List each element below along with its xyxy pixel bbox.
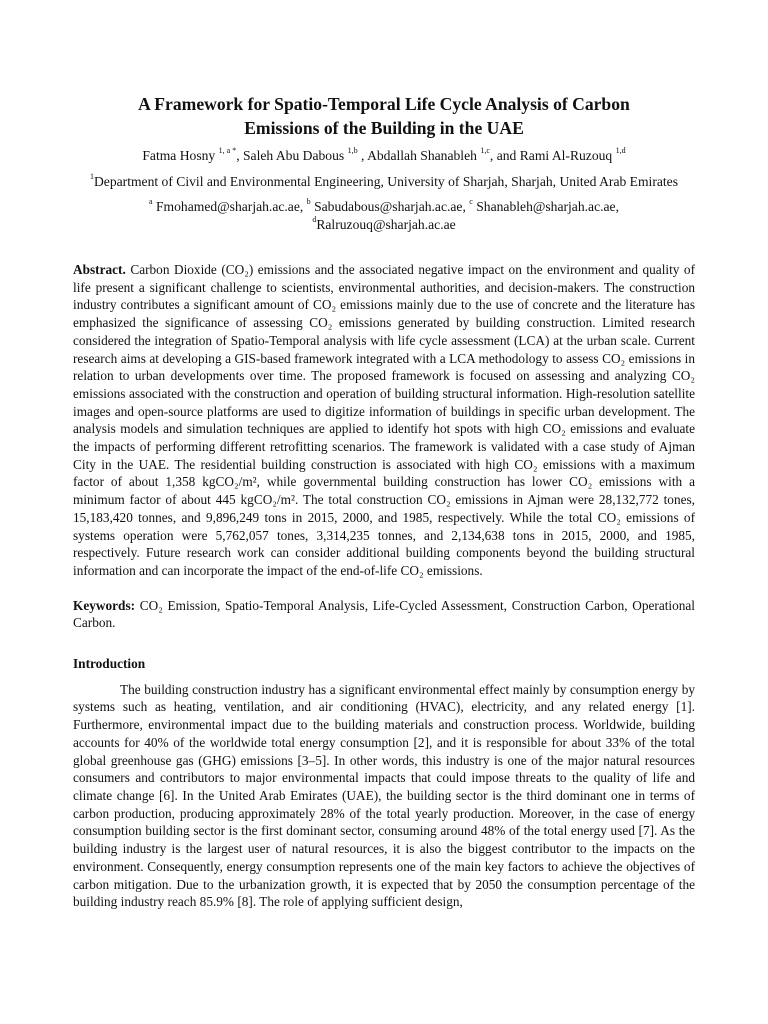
email-line-1 [73, 198, 695, 216]
author-name: Abdallah Shanableh [367, 148, 477, 163]
email-address: Sabudabous@sharjah.ac.ae [314, 199, 463, 214]
affiliation [73, 172, 695, 191]
title-line-2: Emissions of the Building in the UAE [244, 117, 524, 138]
keywords-text: CO₂ Emission, Spatio-Temporal Analysis, Life-Cycled Assessment, Construction Carbon, Operational Carbon. [73, 597, 695, 631]
author-separator: , and [489, 148, 520, 163]
author-name: Rami Al-Ruzouq [519, 148, 613, 163]
email-list [73, 198, 695, 234]
email-mark: a [149, 197, 153, 207]
email-mark: b [306, 197, 311, 207]
author-name: Saleh Abu Dabous [243, 148, 345, 163]
email-address: Ralruzouq@sharjah.ac.ae [316, 217, 456, 232]
email-mark: c [469, 197, 473, 207]
email-separator: , [615, 199, 619, 214]
email-separator: , [462, 199, 470, 214]
author-separator: , [236, 148, 243, 163]
email-address: Shanableh@sharjah.ac.ae [476, 199, 616, 214]
email-mark: d [312, 215, 317, 225]
email-line-2 [73, 216, 695, 234]
keywords [73, 597, 695, 632]
author-affiliation-mark: 1,c [480, 146, 490, 156]
author-name: Fatma Hosny [142, 148, 216, 163]
paper-title [73, 93, 695, 140]
keywords-label: Keywords: [73, 597, 136, 613]
author-affiliation-mark: 1,b [347, 146, 358, 156]
email-address: Fmohamed@sharjah.ac.ae [155, 199, 300, 214]
abstract-text: Carbon Dioxide (CO₂) emissions and the associated negative impact on the environment and quality of life present a significant challenge to scientists, environmental authorities, and decision-makers. The construction industry contributes a significant amount of CO₂ emissions mainly due to the use of concrete and the literature has emphasized the significance of assessing CO₂ emissions generated by building construction. Limited research considered the integration of Spatio-Temporal analysis with life cycle assessment (LCA) at the urban scale. Current research aims at developing a GIS-based framework integrated with a LCA methodology to assess CO₂ emissions in relation to urban developments over time. The proposed framework is focused on assessing and analyzing CO₂ emissions associated with the construction and operation of building structural information. High-resolution satellite images and open-source platforms are used to digitize information of buildings in specific urban development. The analysis models and simulation techniques are applied to identify hot spots with high CO₂ emissions and evaluate the impacts of performing different retrofitting scenarios. The framework is validated with a case study of Ajman City in the UAE. The residential building construction is associated with high CO₂ emissions with a maximum factor of about 1,358 kgCO₂/m², while governmental building construction has lower CO₂ emissions with a minimum factor of about 445 kgCO₂/m². The total construction CO₂ emissions in Ajman were 28,132,772 tones, 15,183,420 tonnes, and 9,896,249 tons in 2015, 2000, and 1985, respectively. While the total CO₂ emissions of systems operation were 5,762,057 tones, 3,314,235 tonnes, and 2,134,638 tons in 2015, 2000, and 1985, respectively. Future research work can consider additional building components beyond the building structural information and can incorporate the impact of the end-of-life CO₂ emissions. [73, 262, 696, 578]
author-affiliation-mark: 1,d [615, 146, 626, 156]
abstract-label: Abstract. [73, 262, 126, 277]
affiliation-mark: 1 [89, 172, 94, 182]
section-heading-introduction: Introduction [73, 656, 146, 672]
affiliation-text: Department of Civil and Environmental Engineering, University of Sharjah, Sharjah, United Arab Emirates [93, 174, 678, 189]
abstract [73, 261, 695, 580]
author-list [73, 147, 695, 164]
title-line-1: A Framework for Spatio-Temporal Life Cycle Analysis of Carbon [138, 94, 630, 114]
introduction-paragraph: The building construction industry has a significant environmental effect mainly by consumption energy by systems such as heating, ventilation, and air conditioning (HVAC), electricity, and any related energy [1]. Furthermore, environmental impact due to the building materials and construction process. Worldwide, building accounts for 40% of the worldwide total energy consumption [2], and it is responsible for about 33% of the total global greenhouse gas (GHG) emissions [3–5]. In other words, this industry is one of the major natural resources consumers and contributors to major environmental impacts that could impose threats to the quality of life and climate change [6]. In the United Arab Emirates (UAE), the building sector is the third dominant one in terms of carbon production, producing approximately 28% of the total yearly production. Moreover, in the case of energy consumption building sector is the first dominant sector, consuming around 48% of the total energy used [7]. As the building industry is the largest user of natural resources, it is also the biggest contributor to the impacts on the environment. Consequently, energy consumption represents one of the main key factors to achieve the objectives of carbon mitigation. Due to the urbanization growth, it is expected that by 2050 the consumption percentage of the building industry reach 85.9% [8]. The role of applying sufficient design, [73, 681, 695, 910]
email-separator: , [299, 199, 307, 214]
author-separator: , [357, 148, 368, 163]
author-affiliation-mark: 1, a * [218, 146, 237, 156]
